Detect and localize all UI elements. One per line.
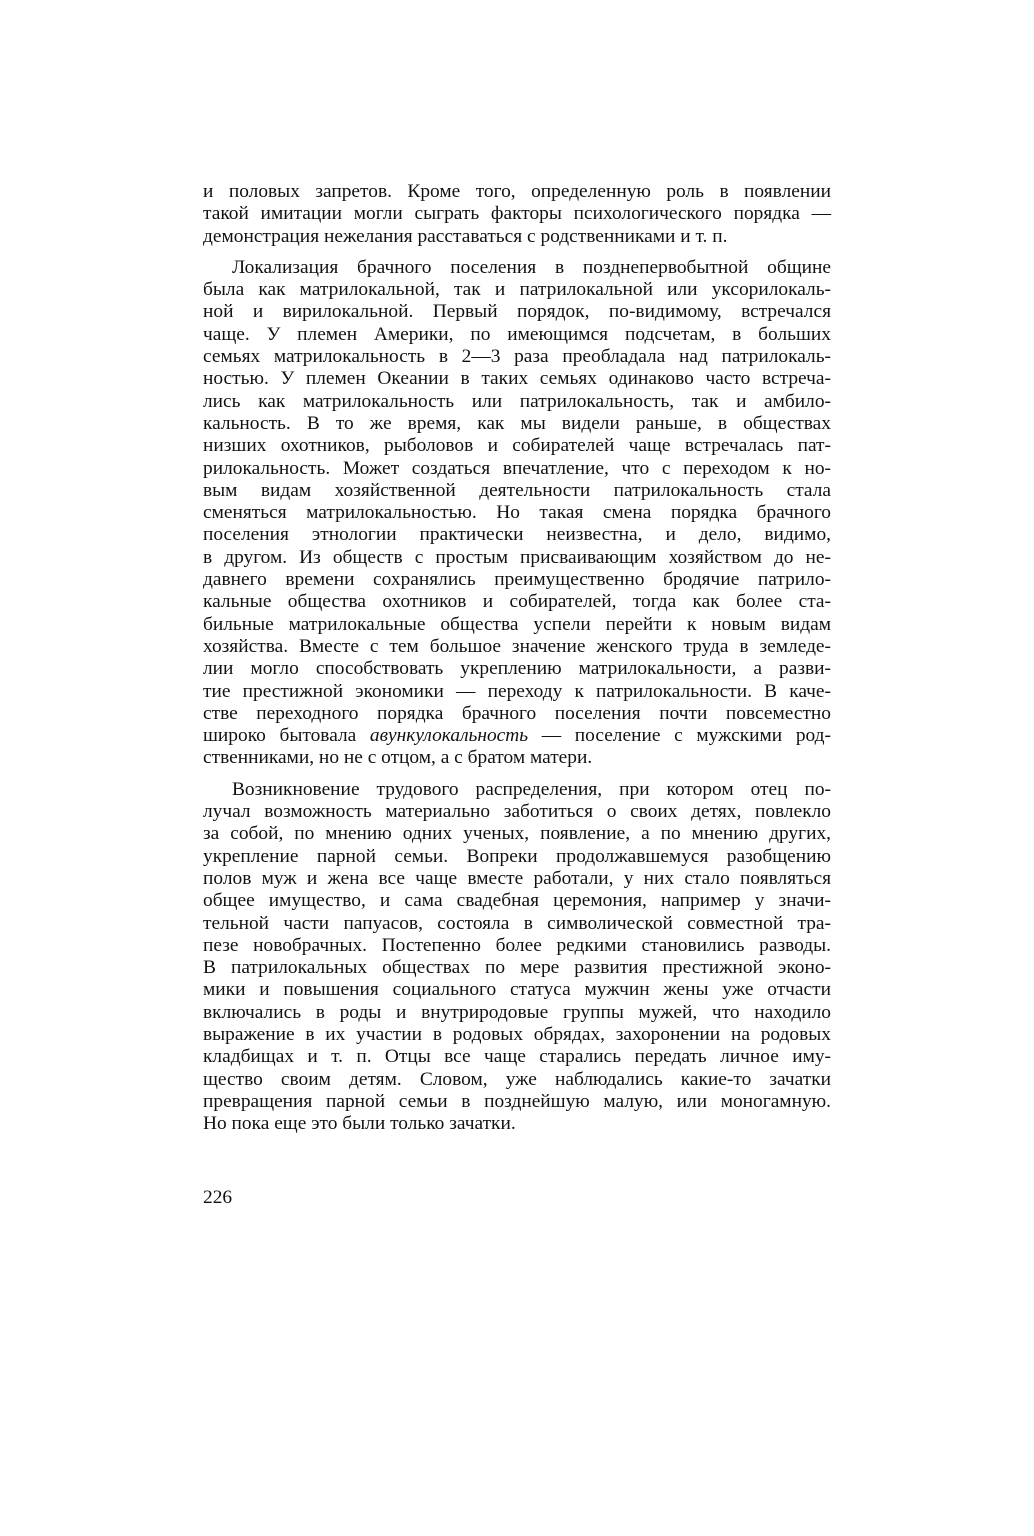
text-line: лии могло способствовать укреплению матрилокальности, а разви- — [203, 658, 831, 680]
text-line: включались в роды и внутриродовые группы мужей, что находило — [203, 1001, 831, 1023]
text-line: выражение в их участии в родовых обрядах, захоронении на родовых — [203, 1023, 831, 1045]
text-line: кальность. В то же время, как мы видели раньше, в обществах — [203, 412, 831, 434]
text-line: семьях матрилокальность в 2—3 раза преобладала над патрилокаль- — [203, 346, 831, 368]
italic-term-avunculocality: авункулокальность — [369, 725, 529, 747]
text-line: Локализация брачного поселения в позднепервобытной общине — [232, 256, 831, 278]
book-page-text — [203, 181, 831, 1135]
text-line: тельной части папуасов, состояла в символической совместной тра- — [203, 912, 831, 934]
text-line: мики и повышения социального статуса мужчин жены уже отчасти — [203, 979, 831, 1001]
text-line: Но пока еще это были только зачатки. — [203, 1113, 516, 1135]
text-line: поселения этнологии практически неизвестна, и дело, видимо, — [203, 524, 831, 546]
text-line: хозяйства. Вместе с тем большое значение женского труда в земледе- — [203, 635, 831, 657]
text-line: давнего времени сохранялись преимущественно бродячие патрило- — [203, 569, 831, 591]
line-text-before: широко бытовала — [203, 725, 370, 747]
text-line: демонстрация нежелания расставаться с родственниками и т. п. — [203, 225, 728, 247]
text-line: за собой, по мнению одних ученых, появление, а по мнению других, — [203, 823, 831, 845]
text-line: чаще. У племен Америки, по имеющимся подсчетам, в больших — [203, 323, 831, 345]
text-line: превращения парной семьи в позднейшую малую, или моногамную. — [203, 1090, 831, 1112]
text-line: общее имущество, и сама свадебная церемония, например у значи- — [203, 890, 831, 912]
text-line: в другом. Из обществ с простым присваивающим хозяйством до не- — [203, 546, 831, 568]
text-line: Возникновение трудового распределения, при котором отец по- — [232, 778, 831, 800]
text-line: стве переходного порядка брачного поселения почти повсеместно — [203, 702, 831, 724]
text-line: ностью. У племен Океании в таких семьях одинаково часто встреча- — [203, 368, 831, 390]
text-line: ственниками, но не с отцом, а с братом матери. — [203, 747, 593, 769]
text-line: лучал возможность материально заботиться о своих детях, повлекло — [203, 801, 831, 823]
text-line: была как матрилокальной, так и патрилокальной или уксорилокаль- — [203, 279, 831, 301]
text-line: полов муж и жена все чаще вместе работали, у них стало появляться — [203, 867, 831, 889]
text-line: кальные общества охотников и собирателей, тогда как более ста- — [203, 591, 831, 613]
text-line: такой имитации могли сыграть факторы психологического порядка — — [203, 203, 831, 225]
text-line: кладбищах и т. п. Отцы все чаще старались передать личное иму- — [203, 1046, 831, 1068]
page-number: 226 — [203, 1187, 233, 1208]
text-line: сменяться матрилокальностью. Но такая смена порядка брачного — [203, 502, 831, 524]
line-text-after: — поселение с мужскими род- — [528, 725, 831, 747]
text-line: укрепление парной семьи. Вопреки продолжавшемуся разобщению — [203, 845, 831, 867]
text-line: вым видам хозяйственной деятельности патрилокальность стала — [203, 479, 831, 501]
paragraph-3 — [203, 779, 831, 1136]
text-line: В патрилокальных обществах по мере развития престижной эконо- — [203, 957, 831, 979]
text-line: ной и вирилокальной. Первый порядок, по-видимому, встречался — [203, 301, 831, 323]
text-line-with-italic-term — [203, 725, 831, 747]
text-line: лись как матрилокальность или патрилокальность, так и амбило- — [203, 390, 831, 412]
paragraph-2 — [203, 257, 831, 770]
text-line: бильные матрилокальные общества успели перейти к новым видам — [203, 613, 831, 635]
text-line: пезе новобрачных. Постепенно более редкими становились разводы. — [203, 934, 831, 956]
text-line: и половых запретов. Кроме того, определенную роль в появлении — [203, 181, 831, 202]
text-line: низших охотников, рыболовов и собирателей чаще встречалась пат- — [203, 435, 831, 457]
text-line: рилокальность. Может создаться впечатление, что с переходом к но- — [203, 457, 831, 479]
paragraph-1 — [203, 181, 831, 248]
text-line: тие престижной экономики — переходу к патрилокальности. В каче- — [203, 680, 831, 702]
text-line: щество своим детям. Словом, уже наблюдались какие-то зачатки — [203, 1068, 831, 1090]
